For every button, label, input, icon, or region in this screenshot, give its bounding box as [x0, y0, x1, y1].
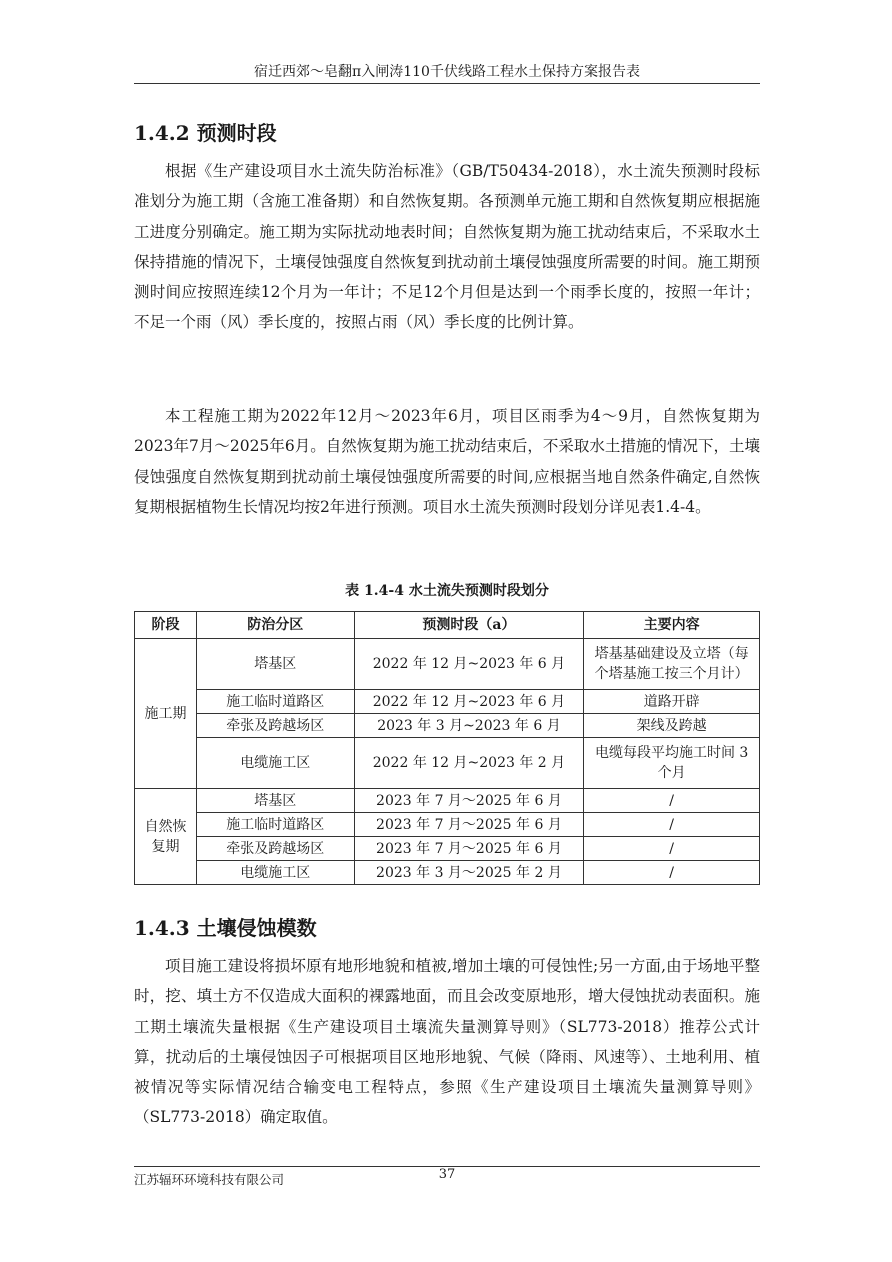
section-heading-1-4-3: 1.4.3 土壤侵蚀模数 — [134, 916, 317, 940]
period-cell: 2023 年 3 月~2023 年 6 月 — [354, 714, 584, 738]
period-cell: 2023 年 7 月～2025 年 6 月 — [354, 789, 584, 813]
table-row — [135, 837, 760, 861]
content-cell: / — [584, 789, 760, 813]
header-period: 预测时段（a） — [354, 612, 584, 639]
table-row — [135, 639, 760, 690]
section-heading-1-4-2: 1.4.2 预测时段 — [134, 121, 277, 145]
prediction-period-table — [134, 611, 760, 885]
table-row — [135, 690, 760, 714]
content-cell: / — [584, 837, 760, 861]
header-divider — [134, 83, 760, 84]
content-cell: 电缆每段平均施工时间 3 个月 — [584, 738, 760, 789]
page-header-title: 宿迁西郊～皂翻π入闸涛110千伏线路工程水土保持方案报告表 — [254, 64, 640, 80]
period-cell: 2023 年 3 月～2025 年 2 月 — [354, 861, 584, 885]
table-row — [135, 714, 760, 738]
content-cell: / — [584, 861, 760, 885]
content-cell: 塔基基础建设及立塔（每个塔基施工按三个月计） — [584, 639, 760, 690]
header-zone: 防治分区 — [196, 612, 354, 639]
period-cell: 2022 年 12 月~2023 年 6 月 — [354, 690, 584, 714]
table-row — [135, 813, 760, 837]
page-number: 37 — [438, 1167, 456, 1182]
phase-natural-recovery: 自然恢复期 — [135, 789, 197, 885]
zone-cell: 牵张及跨越场区 — [196, 714, 354, 738]
paragraph-project-periods: 本工程施工期为2022年12月～2023年6月，项目区雨季为4～9月，自然恢复期为2023年7月～2025年6月。自然恢复期为施工扰动结束后，不采取水土措施的情况下，土壤侵蚀强度自然恢复期到扰动前土壤侵蚀强度所需要的时间,应根据当地自然条件确定,自然恢复期根据植物生长情况均按2年进行预测。项目水土流失预测时段划分详见表1.4-4。 — [134, 407, 760, 516]
zone-cell: 施工临时道路区 — [196, 813, 354, 837]
zone-cell: 电缆施工区 — [196, 861, 354, 885]
table-row — [135, 861, 760, 885]
content-cell: / — [584, 813, 760, 837]
zone-cell: 塔基区 — [196, 789, 354, 813]
content-cell: 道路开辟 — [584, 690, 760, 714]
content-cell: 架线及跨越 — [584, 714, 760, 738]
period-cell: 2023 年 7 月～2025 年 6 月 — [354, 813, 584, 837]
period-cell: 2022 年 12 月~2023 年 2 月 — [354, 738, 584, 789]
paragraph-erosion-modulus: 项目施工建设将损坏原有地形地貌和植被,增加土壤的可侵蚀性;另一方面,由于场地平整时，挖、填土方不仅造成大面积的裸露地面，而且会改变原地形，增大侵蚀扰动表面积。施工期土壤流失量根据《生产建设项目土壤流失量测算导则》（SL773-2018）推荐公式计算，扰动后的土壤侵蚀因子可根据项目区地形地貌、气候（降雨、风速等）、土地利用、植被情况等实际情况结合输变电工程特点，参照《生产建设项目土壤流失量测算导则》（SL773-2018）确定取值。 — [134, 957, 760, 1127]
period-cell: 2022 年 12 月~2023 年 6 月 — [354, 639, 584, 690]
table-caption: 表 1.4-4 水土流失预测时段划分 — [345, 583, 549, 599]
table-header-row — [135, 612, 760, 639]
paragraph-prediction-standard: 根据《生产建设项目水土流失防治标准》（GB/T50434-2018），水土流失预测时段标准划分为施工期（含施工准备期）和自然恢复期。各预测单元施工期和自然恢复期应根据施工进度分别确定。施工期为实际扰动地表时间；自然恢复期为施工扰动结束后，不采取水土保持措施的情况下，土壤侵蚀强度自然恢复到扰动前土壤侵蚀强度所需要的时间。施工期预测时间应按照连续12个月为一年计；不足12个月但是达到一个雨季长度的，按照一年计；不足一个雨（风）季长度的，按照占雨（风）季长度的比例计算。 — [134, 162, 760, 332]
zone-cell: 牵张及跨越场区 — [196, 837, 354, 861]
zone-cell: 电缆施工区 — [196, 738, 354, 789]
zone-cell: 施工临时道路区 — [196, 690, 354, 714]
footer-company-name: 江苏辐环环境科技有限公司 — [134, 1172, 285, 1187]
header-content: 主要内容 — [584, 612, 760, 639]
table-row — [135, 738, 760, 789]
period-cell: 2023 年 7 月～2025 年 6 月 — [354, 837, 584, 861]
phase-construction: 施工期 — [135, 639, 197, 789]
zone-cell: 塔基区 — [196, 639, 354, 690]
header-phase: 阶段 — [135, 612, 197, 639]
table-row — [135, 789, 760, 813]
